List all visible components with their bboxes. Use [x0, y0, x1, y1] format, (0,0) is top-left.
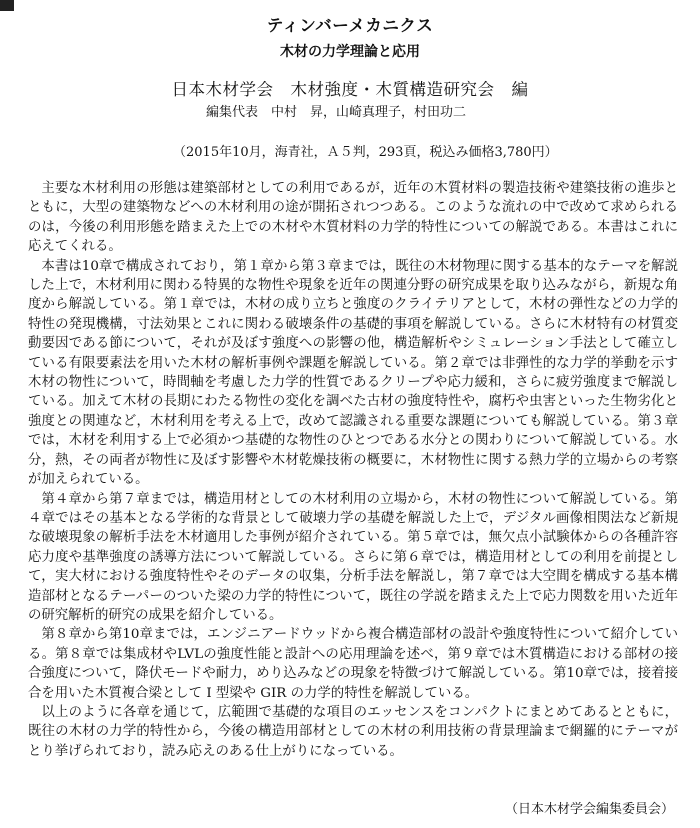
corner-mark	[0, 0, 14, 11]
review-paragraph: 第８章から第10章までは，エンジニアードウッドから複合構造部材の設計や強度特性について紹介している。第８章では集成材やLVLの強度性能と設計への応用理論を述べ，第９章では木質構造における部材の接合強度について，降伏モードや耐力，めり込みなどの現象を特徴づけて解説している。第10章では，接着接合を用いた木質複合梁として I 型梁や GIR の力学的特性を解説している。	[28, 627, 678, 701]
book-title: ティンバーメカニクス	[266, 16, 434, 35]
book-editors: 日本木材学会 木材強度・木質構造研究会 編	[171, 80, 529, 99]
editor-representatives: 編集代表 中村 昇，山崎真理子，村田功二	[206, 105, 467, 120]
review-paragraph: 主要な木材利用の形態は建築部材としての利用であるが，近年の木質材料の製造技術や建築技術の進歩とともに，大型の建築物などへの木材利用の途が開拓されつつある。このような流れの中で改めて求められるのは，今後の利用形態を踏まえた上での木材や木質材料の力学的特性についての解説である。本書はこれに応えてくれる。	[28, 181, 678, 255]
book-subtitle: 木材の力学理論と応用	[280, 44, 420, 60]
review-paragraph: 本書は10章で構成されており，第１章から第３章までは，既往の木材物理に関する基本的なテーマを解説した上で，木材利用に関わる特異的な物性や現象を近年の関連分野の研究成果を取り込みながら，新規な角度から解説している。第１章では，木材の成り立ちと強度のクライテリアとして，木材の弾性などの力学的特性の発現機構，寸法効果とこれに関わる破壊条件の基礎的事項を解説している。さらに木材特有の材質変動要因である節について，それが及ぼす強度への影響の他，構造解析やシミュレーション手法として確立している有限要素法を用いた木材の解析事例や課題を解説している。第２章では非弾性的な力学的挙動を示す木材の物性について，時間軸を考慮した力学的性質であるクリープや応力緩和，さらに疲労強度まで解説している。加えて木材の長期にわたる物性の変化を調べた古材の強度特性や，腐朽や虫害といった生物劣化と強度との関連など，木材利用を考える上で，改めて認識される重要な課題についても解説している。第３章では，木材を利用する上で必須かつ基礎的な物性のひとつである水分との関わりについて解説している。水分，熱，その両者が物性に及ぼす影響や木材乾燥技術の概要に，木材物性に関する熱力学的立場からの考察が加えられている。	[28, 258, 678, 488]
review-paragraph: 以上のように各章を通じて，広範囲で基礎的な項目のエッセンスをコンパクトにまとめてあるとともに，既往の木材の力学的特性から，今後の構造用部材としての木材の利用技術の背景理論まで網羅的にテーマがとり挙げられており，読み応えのある仕上がりになっている。	[28, 704, 678, 759]
review-paragraph: 第４章から第７章までは，構造用材としての木材利用の立場から，木材の物性について解説している。第４章ではその基本となる学術的な背景として破壊力学の基礎を解説した上で，デジタル画像相関法など新規な破壊現象の解析手法を木材適用した事例が紹介されている。第５章では，無欠点小試験体からの各種許容応力度や基準強度の誘導方法について解説している。さらに第６章では，構造用材としての利用を前提として，実大材における強度特性やそのデータの収集，分析手法を解説し，第７章では大空間を構成する基本構造部材となるテーパーのついた梁の力学的特性について，既往の学説を踏まえた上で応力関数を用いた近年の研究解析的研究の成果を紹介している。	[28, 491, 678, 623]
review-body	[28, 179, 678, 761]
review-credit: （日本木材学会編集委員会）	[504, 802, 674, 817]
publication-info: （2015年10月，海青社，Ａ５判，293頁，税込み価格3,780円）	[173, 145, 558, 160]
